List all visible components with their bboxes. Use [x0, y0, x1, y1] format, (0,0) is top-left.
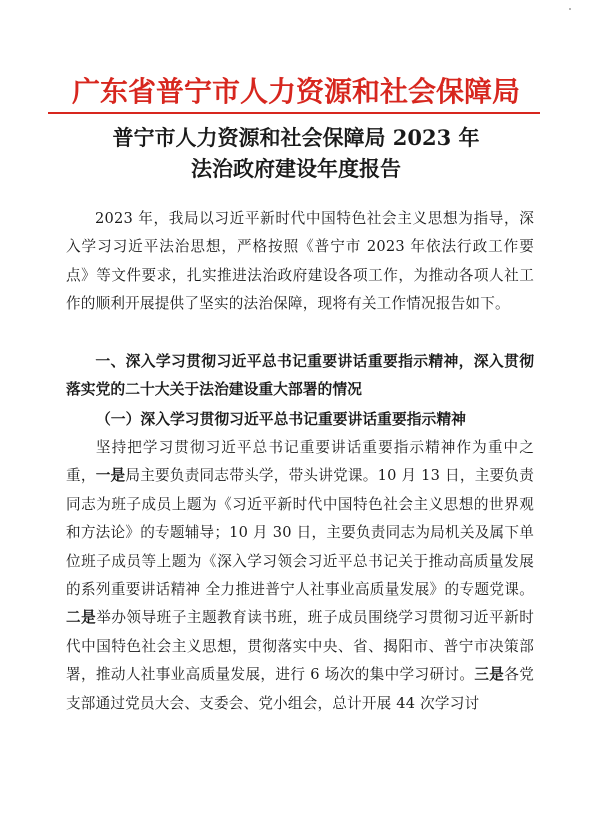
- point-marker-1: 一是: [95, 467, 126, 485]
- section-1-heading-text: 一、深入学习贯彻习近平总书记重要讲话重要指示精神，深入贯彻落实党的二十大关于法治建设重大部署的情况: [66, 353, 534, 399]
- intro-text: 2023 年，我局以习近平新时代中国特色社会主义思想为指导，深入学习习近平法治思想，严格按照《普宁市 2023 年依法行政工作要点》等文件要求，扎实推进法治政府建设各项工作，为推动各项人社工作的顺利开展提供了坚实的法治保障，现将有关工作情况报告如下。: [66, 210, 534, 313]
- paragraph-part-2: 局主要负责同志带头学，带头讲党课。10 月 13 日，主要负责同志为班子成员上题为《习近平新时代中国特色社会主义思想的世界观和方法论》的专题辅导；10 月 30 日，主要负责同志为局机关及属下单位班子成员等上题为《深入学习领会习近平总书记关于推动高质量发展的系列重要讲话精神 全力推进普宁人社事业高质量发展》的专题党课。: [66, 467, 535, 599]
- scan-speck: [569, 8, 571, 10]
- letterhead-organization: 广东省普宁市人力资源和社会保障局: [71, 75, 520, 108]
- document-title-line-2: 法治政府建设年度报告: [191, 156, 401, 181]
- section-1-paragraph: [66, 434, 534, 718]
- paragraph-part-4: 各党支部通过党员大会、支委会、党小组会，总计开展 44 次学习讨: [66, 666, 534, 712]
- section-1-subheading: （一）深入学习贯彻习近平总书记重要讲话重要指示精神: [96, 411, 466, 428]
- paragraph-part-3: 举办领导班子主题教育读书班，班子成员围绕学习贯彻习近平新时代中国特色社会主义思想，贯彻落实中央、省、揭阳市、普宁市决策部署，推动人社事业高质量发展，进行 6 场次的集中学习研讨。: [66, 609, 534, 684]
- point-marker-2: 二是: [66, 609, 97, 627]
- section-1-heading: [66, 348, 534, 405]
- document-title-line-1: 普宁市人力资源和社会保障局 2023 年: [112, 125, 480, 150]
- letterhead-red-rule: [48, 112, 540, 114]
- paragraph-part-1: 坚持把学习贯彻习近平总书记重要讲话重要指示精神作为重中之重，: [66, 439, 534, 485]
- point-marker-3: 三是: [474, 666, 505, 684]
- intro-paragraph: [66, 205, 534, 319]
